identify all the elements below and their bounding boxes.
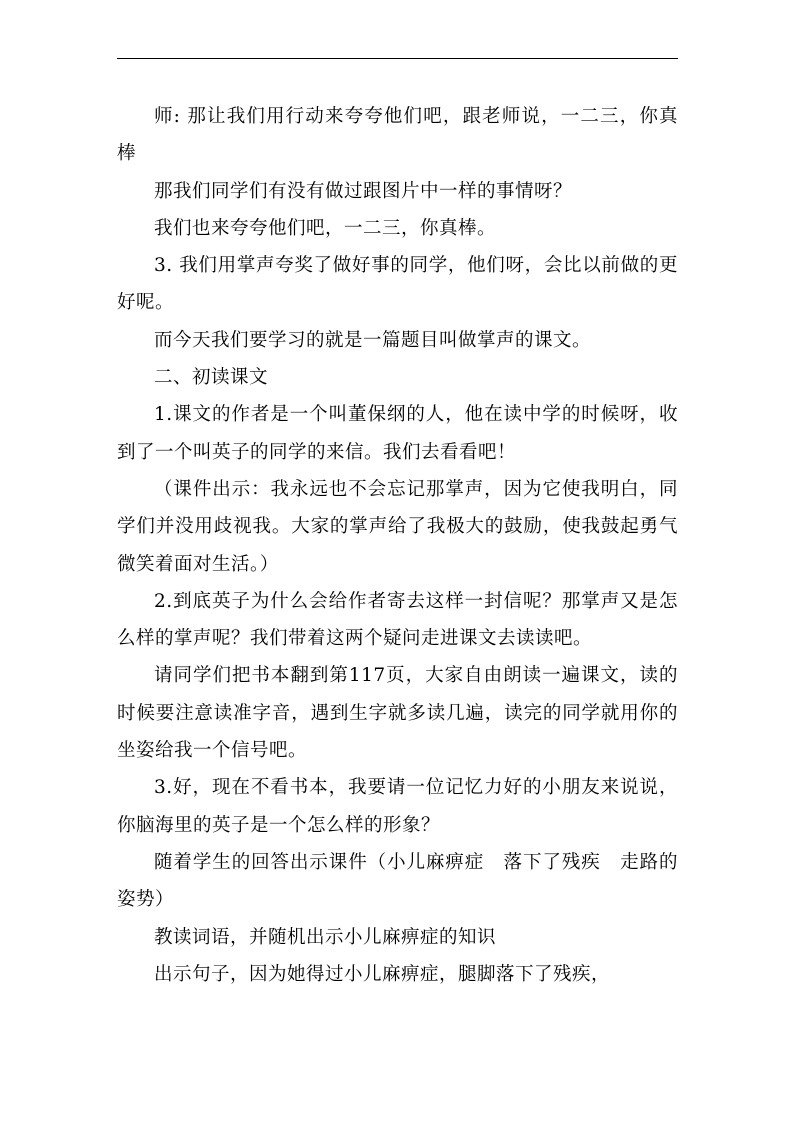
paragraph-3: 我们也来夸夸他们吧，一二三，你真棒。 xyxy=(154,217,497,239)
document-body xyxy=(117,98,678,993)
paragraph-7: 1.课文的作者是一个叫董保纲的人，他在读中学的时候呀，收到了一个叫英子的同学的来信。我们去看看吧！ xyxy=(117,404,678,463)
paragraph-5: 而今天我们要学习的就是一篇题目叫做掌声的课文。 xyxy=(154,329,592,351)
paragraph-12: 随着学生的回答出示课件（小儿麻痹症 落下了残疾 走路的姿势） xyxy=(117,851,678,911)
paragraph-10: 请同学们把书本翻到第117页，大家自由朗读一遍课文，读的时候要注意读准字音，遇到生字就多读几遍，读完的同学就用你的坐姿给我一个信号吧。 xyxy=(117,665,678,762)
paragraph-4: 3. 我们用掌声夸奖了做好事的同学，他们呀，会比以前做的更好呢。 xyxy=(117,255,678,314)
paragraph-8: （课件出示：我永远也不会忘记那掌声，因为它使我明白，同学们并没用歧视我。大家的掌声给了我极大的鼓励，使我鼓起勇气微笑着面对生活。） xyxy=(117,478,678,575)
paragraph-9: 2.到底英子为什么会给作者寄去这样一封信呢？那掌声又是怎么样的掌声呢？我们带着这两个疑问走进课文去读读吧。 xyxy=(117,590,678,650)
paragraph-13: 教读词语，并随机出示小儿麻痹症的知识 xyxy=(154,926,497,948)
paragraph-1: 师: 那让我们用行动来夸夸他们吧，跟老师说，一二三，你真棒 xyxy=(117,106,678,165)
paragraph-14: 出示句子，因为她得过小儿麻痹症，腿脚落下了残疾， xyxy=(154,963,611,985)
paragraph-2: 那我们同学们有没有做过跟图片中一样的事情呀？ xyxy=(154,180,573,202)
section-heading: 二、初读课文 xyxy=(154,367,269,389)
paragraph-11: 3.好，现在不看书本，我要请一位记忆力好的小朋友来说说，你脑海里的英子是一个怎么样的形象？ xyxy=(117,777,678,836)
header-rule xyxy=(117,58,678,59)
